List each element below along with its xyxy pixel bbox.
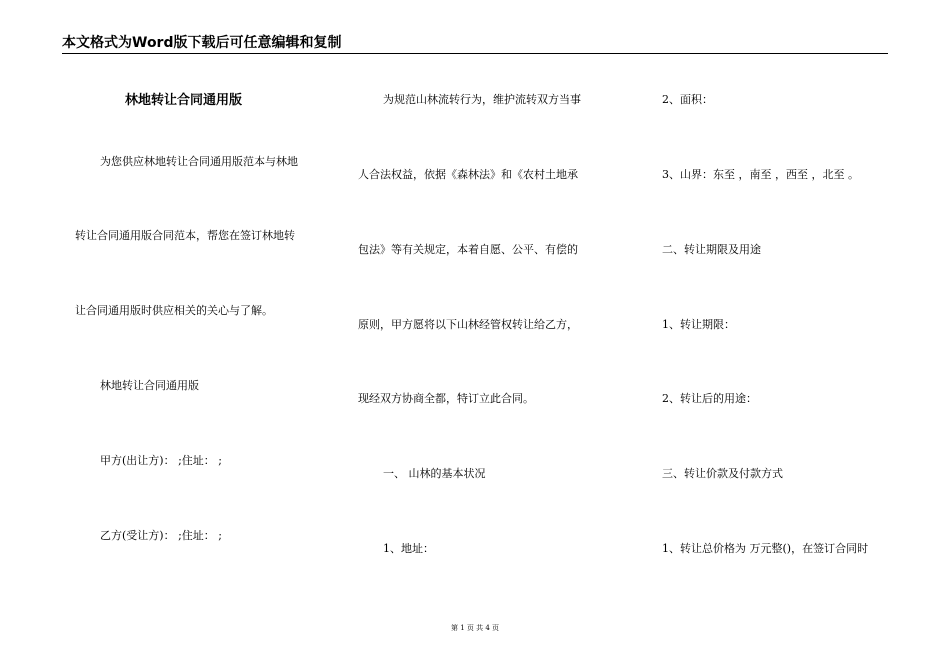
document-header: 本文格式为Word版下载后可任意编辑和复制 <box>62 35 342 51</box>
text-column-1 <box>75 0 325 672</box>
paragraph-line: 转让合同通用版合同范本，帮您在签订林地转 <box>75 229 295 242</box>
section-heading: 一、 山林的基本状况 <box>383 467 486 480</box>
paragraph-line: 让合同通用版时供应相关的关心与了解。 <box>75 304 273 317</box>
paragraph-line: 包法》等有关规定，本着自愿、公平、有偿的 <box>358 243 578 256</box>
party-b-line: 乙方(受让方)： ;住址： ; <box>100 529 222 542</box>
section-heading: 二、转让期限及用途 <box>662 243 761 256</box>
section-heading: 三、转让价款及付款方式 <box>662 467 783 480</box>
contract-name-line: 林地转让合同通用版 <box>100 379 199 392</box>
paragraph-line: 原则，甲方愿将以下山林经管权转让给乙方， <box>358 318 578 331</box>
text-column-3 <box>662 0 902 672</box>
text-column-2 <box>358 0 608 672</box>
clause-line: 1、地址： <box>383 542 434 555</box>
clause-line: 2、转让后的用途： <box>662 392 757 405</box>
clause-line: 2、面积： <box>662 93 713 106</box>
page-number: 第 1 页 共 4 页 <box>450 624 500 632</box>
paragraph-line: 现经双方协商全都，特订立此合同。 <box>358 392 534 405</box>
clause-line: 1、转让总价格为 万元整()，在签订合同时 <box>662 542 869 555</box>
paragraph-line: 为您供应林地转让合同通用版范本与林地 <box>100 155 298 168</box>
party-a-line: 甲方(出让方)： ;住址： ; <box>100 454 222 467</box>
clause-line: 1、转让期限： <box>662 318 735 331</box>
document-title: 林地转让合同通用版 <box>125 93 243 108</box>
clause-line: 3、山界：东至 ，南至 ，西至 ，北至 。 <box>662 168 859 181</box>
paragraph-line: 人合法权益，依据《森林法》和《农村土地承 <box>358 168 578 181</box>
paragraph-line: 为规范山林流转行为，维护流转双方当事 <box>383 93 581 106</box>
